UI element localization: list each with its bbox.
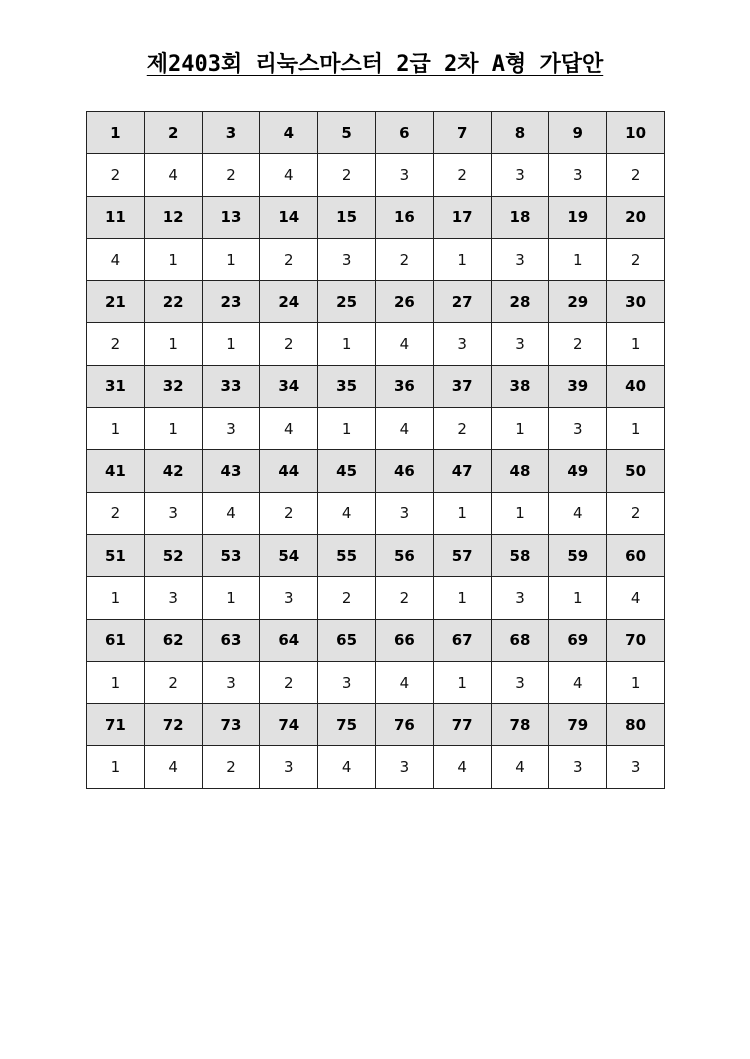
question-number-cell: 67 <box>433 619 491 661</box>
answer-cell: 1 <box>549 238 607 280</box>
question-number-cell: 50 <box>607 450 665 492</box>
answer-cell: 3 <box>375 746 433 788</box>
answer-cell: 3 <box>491 577 549 619</box>
answer-cell: 2 <box>260 492 318 534</box>
answer-cell: 3 <box>375 154 433 196</box>
answer-cell: 1 <box>87 577 145 619</box>
answer-cell: 1 <box>202 577 260 619</box>
answer-cell: 1 <box>318 408 376 450</box>
answer-cell: 4 <box>549 492 607 534</box>
question-number-row <box>87 281 665 323</box>
answer-cell: 1 <box>144 408 202 450</box>
answer-cell: 1 <box>433 238 491 280</box>
question-number-cell: 9 <box>549 112 607 154</box>
question-number-cell: 30 <box>607 281 665 323</box>
answer-cell: 2 <box>607 238 665 280</box>
question-number-cell: 49 <box>549 450 607 492</box>
answer-cell: 4 <box>318 746 376 788</box>
answer-cell: 3 <box>260 577 318 619</box>
answer-cell: 3 <box>549 154 607 196</box>
answer-row <box>87 323 665 365</box>
question-number-cell: 24 <box>260 281 318 323</box>
question-number-cell: 56 <box>375 534 433 576</box>
question-number-cell: 73 <box>202 704 260 746</box>
question-number-cell: 61 <box>87 619 145 661</box>
question-number-row <box>87 196 665 238</box>
question-number-cell: 70 <box>607 619 665 661</box>
question-number-cell: 37 <box>433 365 491 407</box>
question-number-cell: 43 <box>202 450 260 492</box>
answer-cell: 2 <box>375 577 433 619</box>
page-title-text: 제2403회 리눅스마스터 2급 2차 A형 가답안 <box>146 52 604 77</box>
question-number-cell: 47 <box>433 450 491 492</box>
question-number-cell: 29 <box>549 281 607 323</box>
question-number-cell: 1 <box>87 112 145 154</box>
answer-cell: 3 <box>491 661 549 703</box>
question-number-cell: 60 <box>607 534 665 576</box>
answer-cell: 1 <box>87 746 145 788</box>
answer-cell: 4 <box>375 661 433 703</box>
answer-row <box>87 154 665 196</box>
answer-cell: 4 <box>260 154 318 196</box>
answer-cell: 3 <box>491 238 549 280</box>
answer-cell: 2 <box>87 154 145 196</box>
answer-cell: 2 <box>318 154 376 196</box>
question-number-cell: 38 <box>491 365 549 407</box>
question-number-cell: 33 <box>202 365 260 407</box>
question-number-cell: 15 <box>318 196 376 238</box>
answer-cell: 1 <box>549 577 607 619</box>
question-number-cell: 32 <box>144 365 202 407</box>
question-number-cell: 54 <box>260 534 318 576</box>
answer-cell: 4 <box>144 746 202 788</box>
question-number-cell: 28 <box>491 281 549 323</box>
question-number-cell: 19 <box>549 196 607 238</box>
answer-cell: 3 <box>491 154 549 196</box>
answer-row <box>87 746 665 788</box>
answer-cell: 1 <box>144 238 202 280</box>
answer-cell: 2 <box>87 492 145 534</box>
question-number-cell: 23 <box>202 281 260 323</box>
answer-cell: 3 <box>607 746 665 788</box>
question-number-cell: 52 <box>144 534 202 576</box>
question-number-row <box>87 704 665 746</box>
question-number-row <box>87 365 665 407</box>
answer-cell: 2 <box>607 492 665 534</box>
question-number-cell: 74 <box>260 704 318 746</box>
question-number-cell: 16 <box>375 196 433 238</box>
question-number-cell: 80 <box>607 704 665 746</box>
answer-cell: 1 <box>607 323 665 365</box>
question-number-cell: 4 <box>260 112 318 154</box>
question-number-cell: 65 <box>318 619 376 661</box>
answer-cell: 4 <box>375 323 433 365</box>
answer-row <box>87 661 665 703</box>
answer-cell: 1 <box>433 492 491 534</box>
question-number-cell: 58 <box>491 534 549 576</box>
answer-cell: 3 <box>549 746 607 788</box>
question-number-cell: 36 <box>375 365 433 407</box>
question-number-cell: 11 <box>87 196 145 238</box>
question-number-cell: 27 <box>433 281 491 323</box>
answer-row <box>87 408 665 450</box>
question-number-cell: 7 <box>433 112 491 154</box>
question-number-cell: 71 <box>87 704 145 746</box>
answer-cell: 2 <box>375 238 433 280</box>
question-number-cell: 14 <box>260 196 318 238</box>
question-number-cell: 41 <box>87 450 145 492</box>
question-number-cell: 68 <box>491 619 549 661</box>
answer-cell: 4 <box>375 408 433 450</box>
answer-cell: 4 <box>549 661 607 703</box>
answer-row <box>87 238 665 280</box>
answer-cell: 2 <box>260 323 318 365</box>
question-number-row <box>87 112 665 154</box>
answer-cell: 1 <box>607 661 665 703</box>
question-number-cell: 57 <box>433 534 491 576</box>
answer-cell: 3 <box>144 492 202 534</box>
answer-cell: 3 <box>433 323 491 365</box>
answer-cell: 3 <box>144 577 202 619</box>
answer-cell: 3 <box>491 323 549 365</box>
answer-cell: 2 <box>202 746 260 788</box>
question-number-cell: 22 <box>144 281 202 323</box>
answer-cell: 1 <box>433 577 491 619</box>
question-number-cell: 42 <box>144 450 202 492</box>
answer-cell: 3 <box>318 661 376 703</box>
question-number-cell: 35 <box>318 365 376 407</box>
answer-cell: 1 <box>144 323 202 365</box>
answer-cell: 4 <box>607 577 665 619</box>
question-number-cell: 12 <box>144 196 202 238</box>
answer-cell: 3 <box>202 661 260 703</box>
question-number-cell: 64 <box>260 619 318 661</box>
answer-cell: 2 <box>260 238 318 280</box>
question-number-cell: 62 <box>144 619 202 661</box>
question-number-cell: 8 <box>491 112 549 154</box>
answer-cell: 3 <box>318 238 376 280</box>
question-number-cell: 13 <box>202 196 260 238</box>
answer-cell: 4 <box>318 492 376 534</box>
question-number-cell: 17 <box>433 196 491 238</box>
question-number-cell: 44 <box>260 450 318 492</box>
question-number-cell: 18 <box>491 196 549 238</box>
question-number-cell: 3 <box>202 112 260 154</box>
question-number-row <box>87 534 665 576</box>
answer-cell: 3 <box>375 492 433 534</box>
answer-cell: 1 <box>87 661 145 703</box>
answer-cell: 2 <box>260 661 318 703</box>
answer-cell: 3 <box>549 408 607 450</box>
answer-table-body <box>87 112 665 789</box>
answer-cell: 2 <box>202 154 260 196</box>
answer-cell: 4 <box>87 238 145 280</box>
answer-cell: 1 <box>87 408 145 450</box>
question-number-row <box>87 450 665 492</box>
question-number-cell: 26 <box>375 281 433 323</box>
answer-cell: 4 <box>260 408 318 450</box>
answer-cell: 3 <box>260 746 318 788</box>
question-number-cell: 2 <box>144 112 202 154</box>
question-number-cell: 25 <box>318 281 376 323</box>
answer-cell: 1 <box>318 323 376 365</box>
answer-cell: 2 <box>144 661 202 703</box>
answer-cell: 1 <box>491 492 549 534</box>
answer-cell: 1 <box>202 238 260 280</box>
answer-cell: 1 <box>433 661 491 703</box>
question-number-cell: 20 <box>607 196 665 238</box>
question-number-cell: 63 <box>202 619 260 661</box>
question-number-cell: 69 <box>549 619 607 661</box>
question-number-cell: 46 <box>375 450 433 492</box>
answer-cell: 2 <box>433 408 491 450</box>
question-number-cell: 72 <box>144 704 202 746</box>
question-number-row <box>87 619 665 661</box>
question-number-cell: 48 <box>491 450 549 492</box>
question-number-cell: 55 <box>318 534 376 576</box>
answer-cell: 1 <box>491 408 549 450</box>
question-number-cell: 10 <box>607 112 665 154</box>
answer-cell: 4 <box>144 154 202 196</box>
question-number-cell: 76 <box>375 704 433 746</box>
question-number-cell: 78 <box>491 704 549 746</box>
answer-cell: 2 <box>318 577 376 619</box>
page-title <box>0 48 750 82</box>
question-number-cell: 45 <box>318 450 376 492</box>
question-number-cell: 51 <box>87 534 145 576</box>
question-number-cell: 6 <box>375 112 433 154</box>
answer-cell: 1 <box>202 323 260 365</box>
answer-cell: 3 <box>202 408 260 450</box>
answer-cell: 2 <box>433 154 491 196</box>
question-number-cell: 40 <box>607 365 665 407</box>
question-number-cell: 34 <box>260 365 318 407</box>
question-number-cell: 75 <box>318 704 376 746</box>
question-number-cell: 77 <box>433 704 491 746</box>
answer-row <box>87 492 665 534</box>
question-number-cell: 5 <box>318 112 376 154</box>
answer-row <box>87 577 665 619</box>
answer-cell: 1 <box>607 408 665 450</box>
answer-cell: 2 <box>87 323 145 365</box>
question-number-cell: 66 <box>375 619 433 661</box>
question-number-cell: 21 <box>87 281 145 323</box>
question-number-cell: 39 <box>549 365 607 407</box>
answer-cell: 4 <box>202 492 260 534</box>
answer-cell: 2 <box>607 154 665 196</box>
question-number-cell: 31 <box>87 365 145 407</box>
answer-cell: 4 <box>491 746 549 788</box>
answer-cell: 2 <box>549 323 607 365</box>
question-number-cell: 79 <box>549 704 607 746</box>
question-number-cell: 53 <box>202 534 260 576</box>
question-number-cell: 59 <box>549 534 607 576</box>
answer-cell: 4 <box>433 746 491 788</box>
answer-table <box>86 111 665 789</box>
